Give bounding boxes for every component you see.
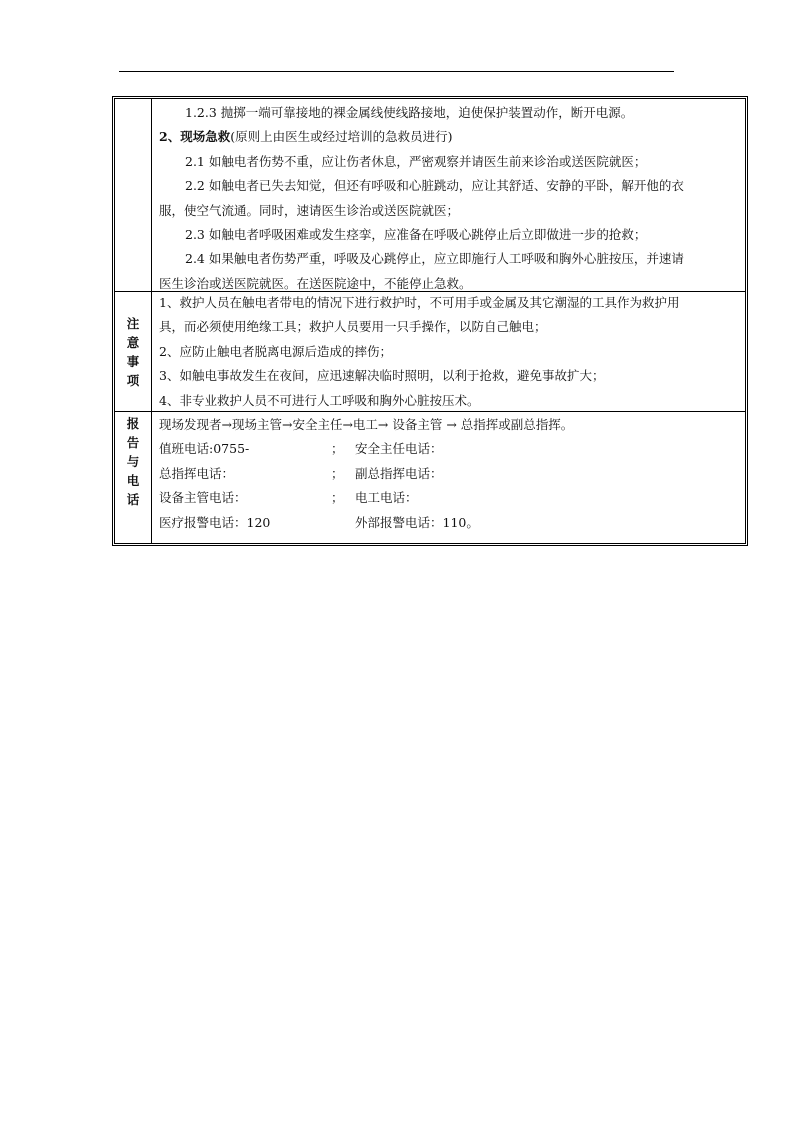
notes-label-char: 事 <box>126 353 140 369</box>
rescue-line: 2.4 如果触电者伤势严重，呼吸及心跳停止，应立即施行人工呼吸和胸外心脏按压，并速请 <box>185 251 684 267</box>
section2-note: (原则上由医生或经过培训的急救员进行) <box>230 129 453 145</box>
notes-label-char: 意 <box>126 334 140 350</box>
rescue-row <box>115 99 745 292</box>
rescue-line: 1.2.3 抛掷一端可靠接地的裸金属线使线路接地，迫使保护装置动作，断开电源。 <box>185 105 634 120</box>
phone-sep: ； <box>331 441 344 457</box>
phone-left: 值班电话:0755- <box>159 441 250 457</box>
phone-right: 电工电话： <box>355 490 418 506</box>
report-row <box>115 412 745 543</box>
phone-right: 外部报警电话：110。 <box>355 514 479 530</box>
report-label-char: 电 <box>126 473 140 488</box>
phone-row <box>159 511 741 535</box>
rescue-line: 2.1 如触电者伤势不重，应让伤者休息，严密观察并请医生前来诊治或送医院就医； <box>185 153 647 169</box>
phone-row <box>159 462 741 486</box>
notes-label-char: 注 <box>126 315 140 331</box>
report-label-char: 与 <box>126 454 140 469</box>
emergency-table <box>112 96 748 546</box>
report-label-char: 报 <box>126 416 140 431</box>
phone-left: 设备主管电话： <box>159 490 247 506</box>
phone-sep: ； <box>331 490 344 506</box>
report-label-char: 话 <box>126 492 140 507</box>
note-line: 2、应防止触电者脱离电源后造成的摔伤； <box>159 343 392 359</box>
rescue-line: 2.2 如触电者已失去知觉，但还有呼吸和心脏跳动，应让其舒适、安静的平卧，解开他的衣 <box>185 178 684 194</box>
header-rule <box>119 71 674 72</box>
phone-sep <box>331 511 355 535</box>
section2-title: 2、现场急救 <box>159 129 231 145</box>
report-chain: 现场发现者→现场主管→安全主任→电工→ 设备主管 → 总指挥或副总指挥。 <box>159 417 574 432</box>
notes-label <box>115 292 152 411</box>
report-label <box>115 412 152 543</box>
rescue-label-cell <box>115 99 152 291</box>
notes-content <box>159 291 741 413</box>
rescue-line: 2.3 如触电者呼吸困难或发生痉挛，应准备在呼吸心跳停止后立即做进一步的抢救； <box>185 226 647 242</box>
phone-sep: ； <box>331 465 344 481</box>
rescue-line: 医生诊治或送医院就医。在送医院途中，不能停止急救。 <box>159 275 472 291</box>
rescue-content <box>159 101 741 296</box>
section-heading <box>159 125 741 149</box>
notes-row <box>115 292 745 412</box>
note-line: 具，而必须使用绝缘工具；救护人员要用一只手操作，以防自己触电； <box>159 319 547 335</box>
note-line: 3、如触电事故发生在夜间，应迅速解决临时照明，以利于抢救，避免事故扩大； <box>159 368 605 384</box>
note-line: 4、非专业救护人员不可进行人工呼吸和胸外心脏按压术。 <box>159 392 480 408</box>
phone-row <box>159 486 741 510</box>
phone-right: 安全主任电话： <box>355 441 443 457</box>
note-line: 1、救护人员在触电者带电的情况下进行救护时，不可用手或金属及其它潮湿的工具作为救护用 <box>159 295 680 310</box>
rescue-line: 服，使空气流通。同时，速请医生诊治或送医院就医； <box>159 202 460 218</box>
report-label-char: 告 <box>126 435 140 450</box>
phone-right: 副总指挥电话： <box>355 465 443 481</box>
notes-label-char: 项 <box>126 372 140 388</box>
report-content <box>159 413 741 535</box>
phone-left: 医疗报警电话：120 <box>159 514 271 530</box>
phone-row <box>159 437 741 461</box>
phone-left: 总指挥电话： <box>159 465 235 481</box>
